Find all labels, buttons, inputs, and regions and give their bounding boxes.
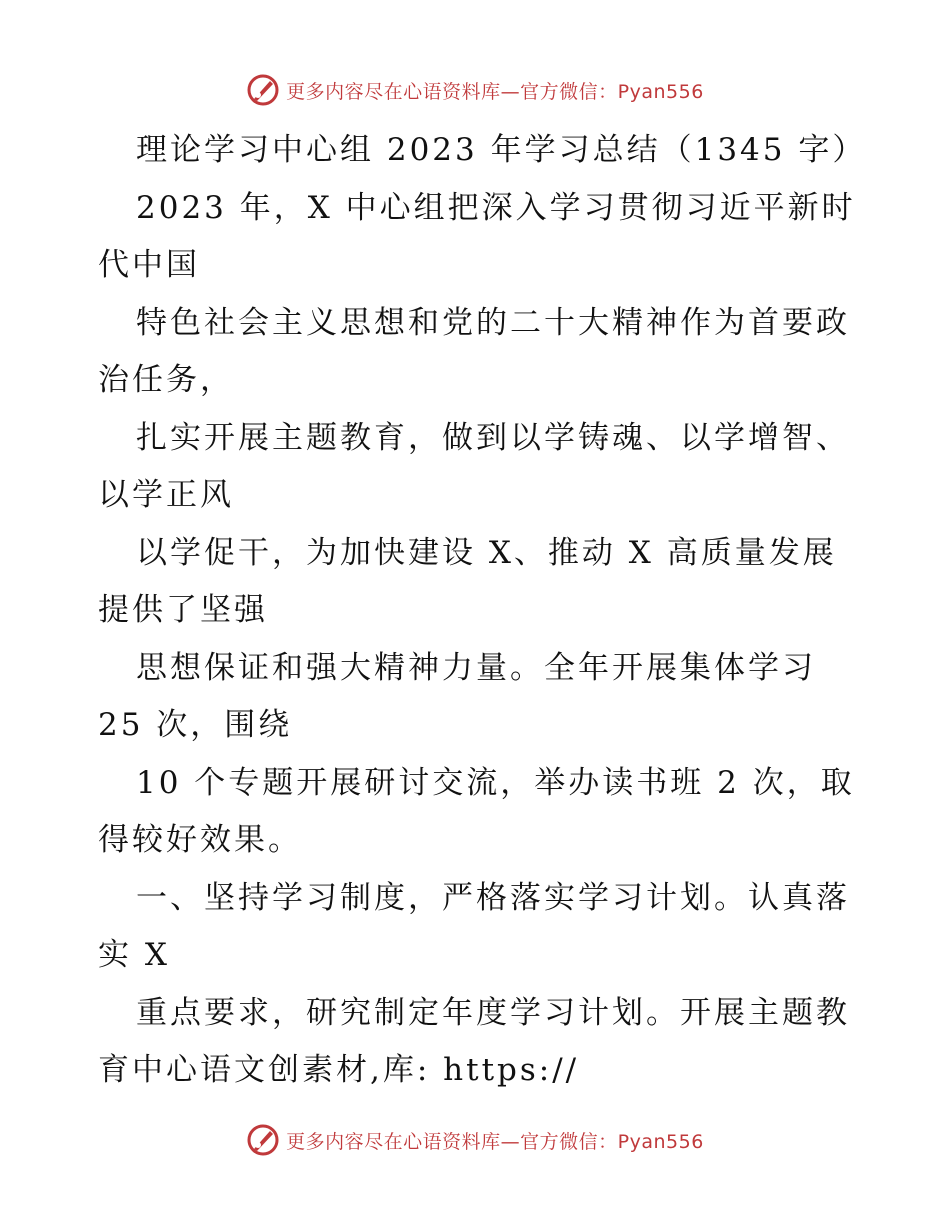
watermark-text: 更多内容尽在心语资料库—官方微信：Pyan556 (286, 1130, 704, 1153)
document-line: 理论学习中心组 2023 年学习总结（1345 字） (136, 132, 867, 168)
document-line: 实 X (98, 937, 170, 973)
document-line: 思想保证和强大精神力量。全年开展集体学习 (136, 649, 816, 686)
document-line: 2023 年，X 中心组把深入学习贯彻习近平新时 (136, 189, 856, 226)
watermark-banner-bottom (0, 1120, 950, 1160)
feather-pen-seal-icon (246, 1123, 280, 1157)
document-line: 提供了坚强 (98, 592, 268, 628)
document-line: 一、坚持学习制度，严格落实学习计划。认真落 (136, 879, 850, 916)
document-line: 重点要求，研究制定年度学习计划。开展主题教 (136, 994, 850, 1031)
document-line: 以学促干，为加快建设 X、推动 X 高质量发展 (136, 534, 837, 571)
document-line: 得较好效果。 (98, 822, 302, 858)
feather-pen-seal-icon (246, 73, 280, 107)
watermark-banner-top (0, 70, 950, 110)
document-line: 以学正风 (98, 477, 234, 513)
document-body (98, 122, 867, 1100)
document-line: 育中心语文创素材,库: https:// (98, 1052, 580, 1088)
document-line: 25 次，围绕 (98, 707, 293, 743)
document-line: 扎实开展主题教育，做到以学铸魂、以学增智、 (136, 419, 850, 456)
document-line: 10 个专题开展研讨交流，举办读书班 2 次，取 (136, 764, 855, 801)
watermark-text: 更多内容尽在心语资料库—官方微信：Pyan556 (286, 80, 704, 103)
document-line: 特色社会主义思想和党的二十大精神作为首要政 (136, 304, 850, 341)
document-line: 代中国 (98, 247, 200, 283)
document-line: 治任务， (98, 362, 234, 398)
